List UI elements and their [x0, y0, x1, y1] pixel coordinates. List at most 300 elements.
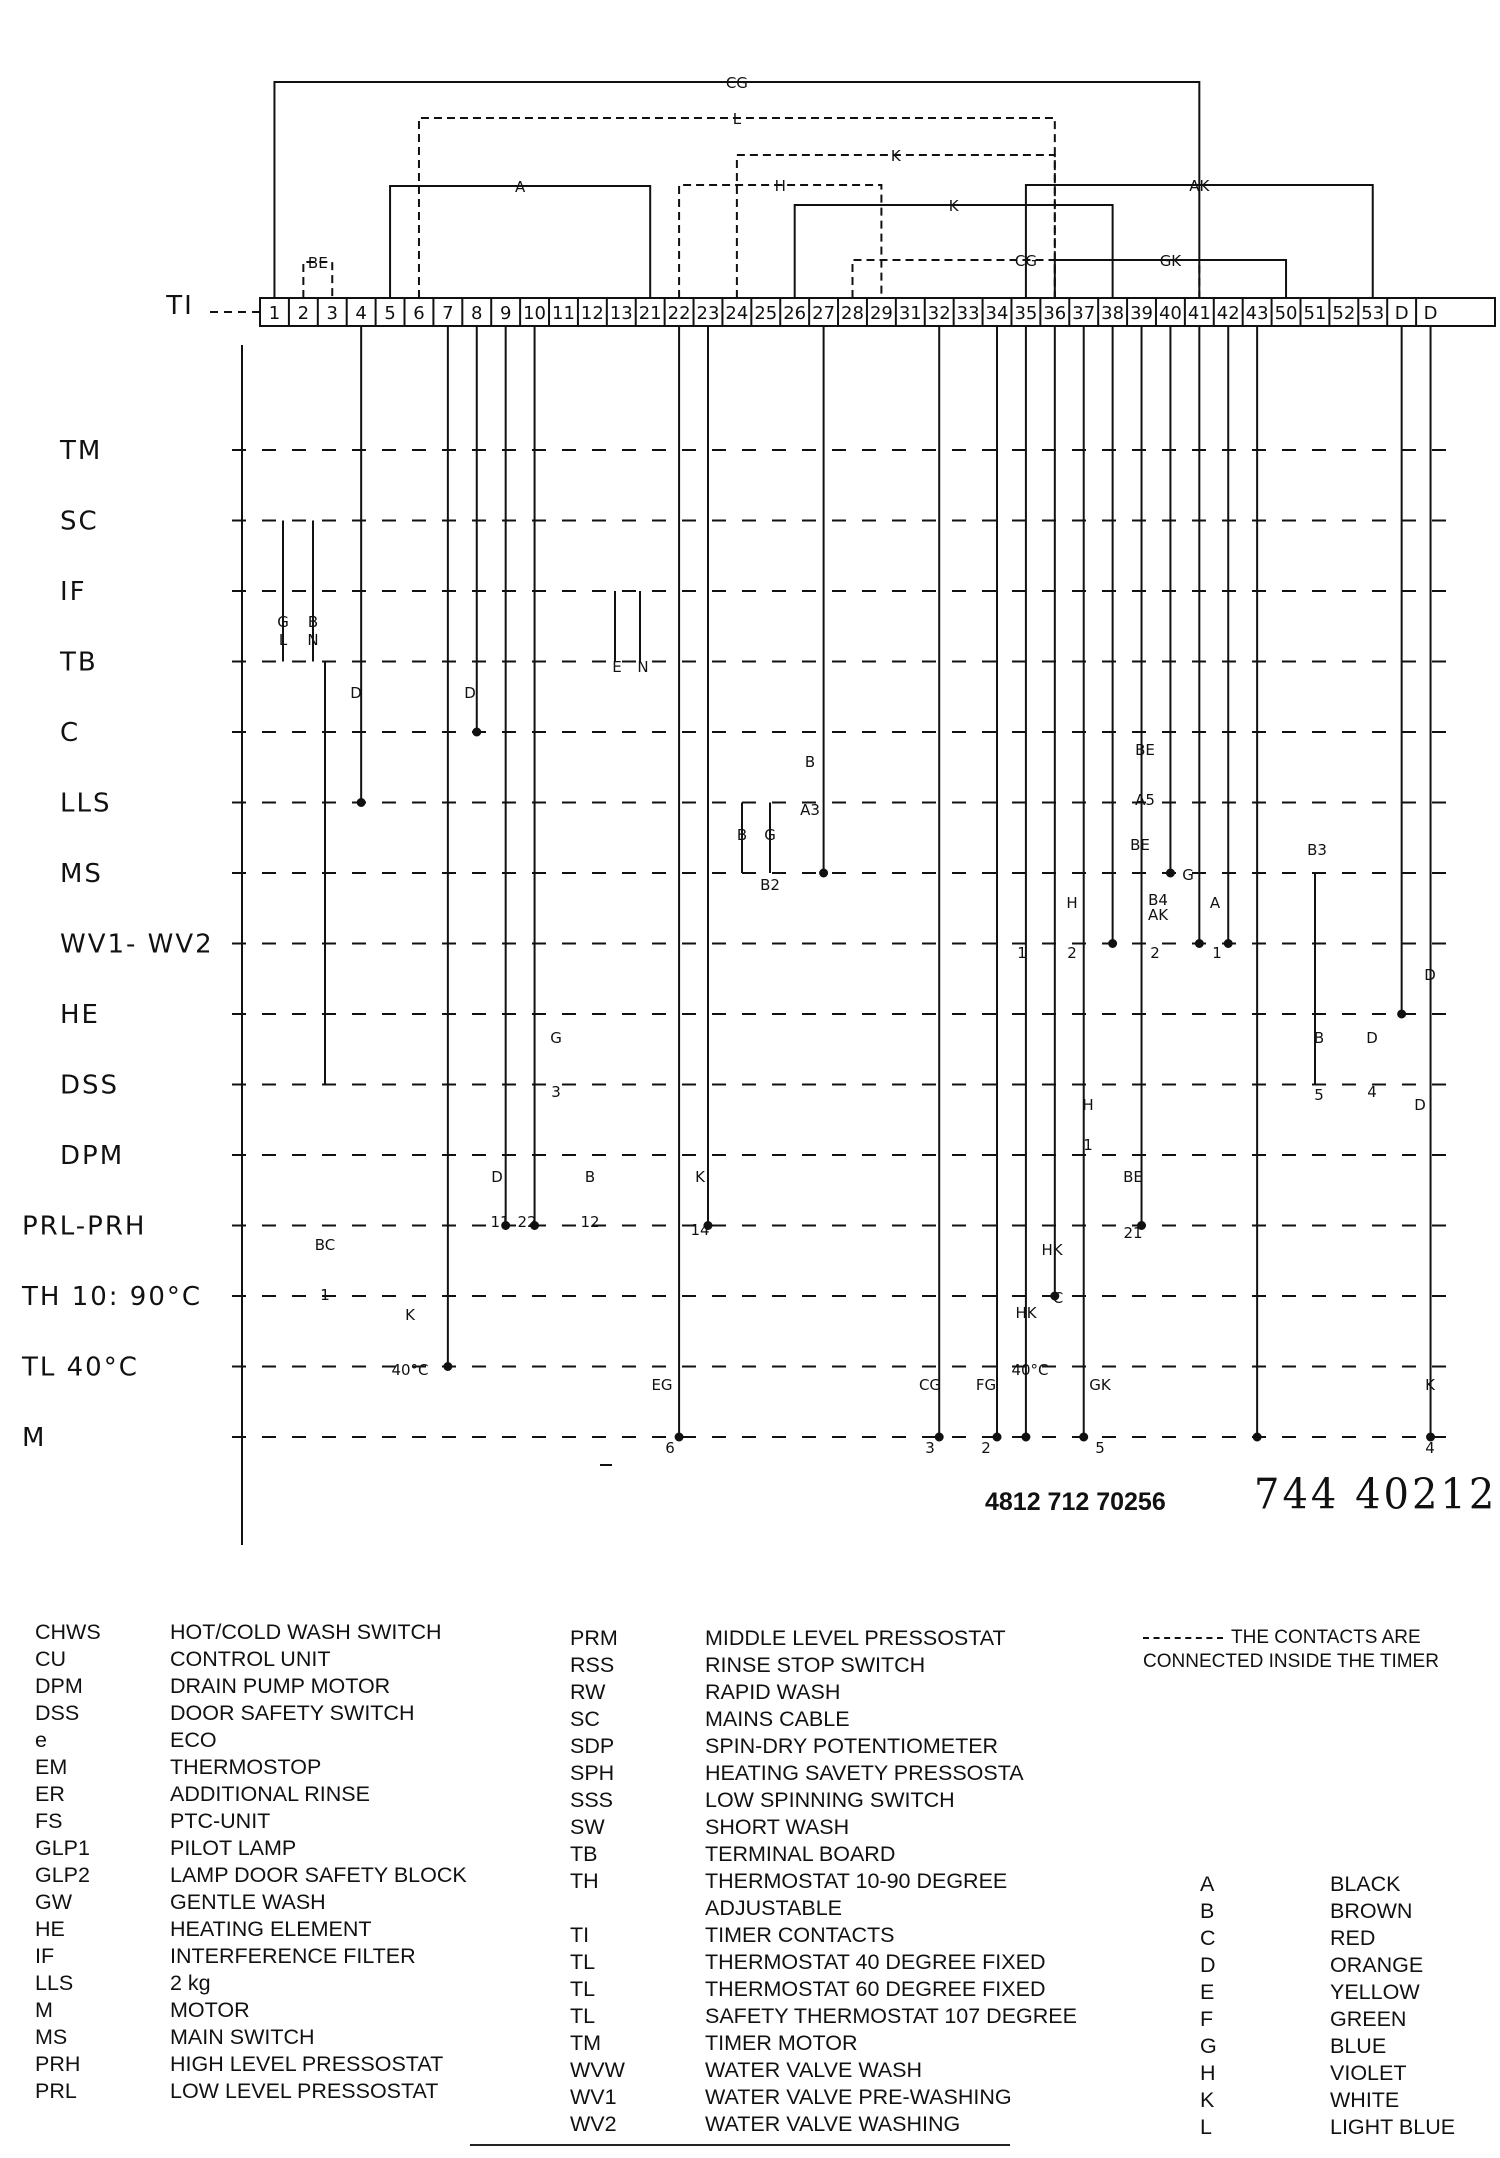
legend-entry: [35, 1754, 467, 1781]
legend-entry: [35, 1727, 467, 1754]
legend-code: MS: [35, 2025, 68, 2049]
wire-tag: B: [1313, 1029, 1325, 1047]
color-name: ORANGE: [1330, 1953, 1424, 1977]
wire-junction: [820, 870, 827, 877]
legend-entry: [35, 2078, 467, 2105]
legend-entry: [570, 1733, 1077, 1760]
legend-description: HEATING SAVETY PRESSOSTA: [705, 1761, 1024, 1785]
legend-code: SPH: [570, 1761, 615, 1785]
legend-entry: [570, 2030, 1077, 2057]
bus-tag: CG: [1014, 252, 1037, 270]
wire-tag: 14: [690, 1221, 710, 1239]
color-name: GREEN: [1330, 2007, 1407, 2031]
terminal-number: 27: [812, 303, 836, 324]
legend-description: DOOR SAFETY SWITCH: [170, 1701, 415, 1725]
row-label: SC: [60, 506, 99, 537]
terminal-number: 53: [1361, 303, 1385, 324]
row-label: LLS: [60, 788, 112, 819]
terminal-number: 35: [1014, 303, 1038, 324]
wire-tag: K: [695, 1168, 705, 1186]
legend-description: SPIN-DRY POTENTIOMETER: [705, 1734, 999, 1758]
wire-tag: L: [278, 631, 288, 649]
legend-description: WATER VALVE PRE-WASHING: [705, 2085, 1012, 2109]
terminal-number: 13: [609, 303, 633, 324]
wire-tag: 40°C: [391, 1361, 429, 1379]
terminal-number: 39: [1130, 303, 1153, 324]
wire-tag: 2: [1150, 944, 1160, 962]
terminal-number: 50: [1274, 303, 1298, 324]
row-label: TM: [60, 436, 103, 466]
terminal-number: 28: [841, 303, 864, 324]
terminal-number: 6: [413, 303, 425, 324]
note-line-1: THE CONTACTS ARE: [1231, 1627, 1421, 1648]
legend-entry: [35, 1646, 467, 1673]
wire-tag: 3: [925, 1439, 935, 1457]
legend-entry: [570, 1868, 1077, 1895]
legend-description: CONTROL UNIT: [170, 1647, 331, 1671]
legend-code: TB: [570, 1842, 598, 1866]
bus-tag: K: [890, 147, 901, 165]
wire-tag: 1: [1083, 1136, 1093, 1154]
legend-code: EM: [35, 1755, 68, 1779]
wire-tag: 4: [1367, 1083, 1377, 1101]
legend-entry: [570, 1706, 1077, 1733]
legend-entry: [35, 1889, 467, 1916]
bus-tag: GK: [1159, 252, 1182, 270]
row-label: TB: [60, 647, 98, 678]
wire-tag: 6: [665, 1439, 675, 1457]
terminal-number: D: [1423, 303, 1438, 324]
legend-abbreviations-1: [35, 1619, 467, 2105]
terminal-number: 25: [754, 303, 778, 324]
wire-junction: [1398, 1011, 1405, 1018]
wire-junction: [994, 1434, 1001, 1441]
color-name: BLACK: [1330, 1872, 1401, 1896]
legend-description: WATER VALVE WASH: [705, 2058, 923, 2082]
terminal-number: 52: [1332, 303, 1356, 324]
wire-tag: 40°C: [1011, 1361, 1049, 1379]
color-name: VIOLET: [1330, 2061, 1407, 2085]
timer-contact-bus: [210, 82, 1495, 326]
wire-tag: B3: [1307, 841, 1327, 859]
legend-description: THERMOSTAT 60 DEGREE FIXED: [705, 1977, 1046, 2001]
terminal-number: 32: [927, 303, 951, 324]
wire-tag: D: [491, 1168, 503, 1186]
legend-entry: [35, 1673, 467, 1700]
terminal-number: 8: [471, 303, 483, 324]
legend-description: RAPID WASH: [705, 1680, 841, 1704]
legend-entry: [35, 1781, 467, 1808]
legend-description: THERMOSTAT 40 DEGREE FIXED: [705, 1950, 1046, 1974]
wire-tag: G: [764, 826, 776, 844]
color-code: B: [1200, 1899, 1215, 1923]
color-entry: [1200, 2034, 1455, 2061]
color-code: F: [1200, 2007, 1214, 2031]
wire-tag: N: [637, 658, 649, 676]
part-number: 4812 712 70256: [985, 1488, 1166, 1516]
legend-code: GW: [35, 1890, 73, 1914]
legend-code: e: [35, 1728, 47, 1752]
legend-code: HE: [35, 1917, 65, 1941]
wire-tag: FG: [975, 1376, 997, 1394]
dashed-line-symbol: [1143, 1637, 1223, 1639]
wire-tag: 2: [981, 1439, 991, 1457]
color-entry: [1200, 2115, 1455, 2142]
wire-junction: [1225, 940, 1232, 947]
legend-description: LOW LEVEL PRESSOSTAT: [170, 2079, 439, 2103]
wire-tag: 1: [1017, 944, 1027, 962]
terminal-number: 23: [696, 303, 720, 324]
legend-code: PRH: [35, 2052, 81, 2076]
bus-tag: H: [774, 177, 786, 195]
bus-tag: A: [514, 178, 526, 196]
legend-description: TIMER MOTOR: [705, 2031, 858, 2055]
terminal-number: 42: [1216, 303, 1240, 324]
legend-description: RINSE STOP SWITCH: [705, 1653, 926, 1677]
terminal-number: 51: [1303, 303, 1327, 324]
wire-junction: [1080, 1434, 1087, 1441]
wire-tag: E: [612, 658, 622, 676]
legend-code: ER: [35, 1782, 65, 1806]
color-name: BLUE: [1330, 2034, 1387, 2058]
legend-description: HOT/COLD WASH SWITCH: [170, 1620, 442, 1644]
wire-tag: 2: [1067, 944, 1077, 962]
legend-entry: [570, 1922, 1077, 1949]
color-code: E: [1200, 1980, 1215, 2004]
legend-description: GENTLE WASH: [170, 1890, 326, 1914]
legend-entry: [570, 1895, 1077, 1922]
legend-code: SDP: [570, 1734, 615, 1758]
wire-tag: HK: [1015, 1304, 1037, 1322]
legend-code: DPM: [35, 1674, 83, 1698]
legend-code: FS: [35, 1809, 63, 1833]
terminal-number: 9: [499, 303, 512, 324]
legend-entry: [570, 1814, 1077, 1841]
legend-code: TL: [570, 2004, 596, 2028]
legend-entry: [35, 1808, 467, 1835]
wire-junction: [1167, 870, 1174, 877]
terminal-number: 29: [869, 303, 893, 324]
legend-description: HEATING ELEMENT: [170, 1917, 372, 1941]
row-label: TH 10: 90°C: [22, 1282, 203, 1312]
wire-tag: A5: [1135, 791, 1155, 809]
legend-code: LLS: [35, 1971, 74, 1995]
wire-junction: [358, 799, 365, 806]
legend-description: THERMOSTAT 10-90 DEGREE: [705, 1869, 1008, 1893]
terminal-number: 22: [667, 303, 691, 324]
note-line-2: CONNECTED INSIDE THE TIMER: [1143, 1651, 1439, 1672]
terminal-number: 21: [638, 303, 662, 324]
terminal-number: 5: [384, 303, 396, 324]
legend-code: PRL: [35, 2079, 77, 2103]
row-label: IF: [60, 577, 87, 607]
legend-description: HIGH LEVEL PRESSOSTAT: [170, 2052, 444, 2076]
color-name: WHITE: [1330, 2088, 1400, 2112]
wire-tag: K: [405, 1306, 415, 1324]
terminal-number: 36: [1043, 303, 1067, 324]
color-name: BROWN: [1330, 1899, 1413, 1923]
legend-description: TIMER CONTACTS: [705, 1923, 895, 1947]
color-name: YELLOW: [1330, 1980, 1420, 2004]
color-name: LIGHT BLUE: [1330, 2115, 1456, 2139]
legend-description: 2 kg: [170, 1971, 211, 1995]
row-label: DPM: [60, 1141, 125, 1171]
wire-tag: B: [736, 826, 748, 844]
legend-description: SHORT WASH: [705, 1815, 850, 1839]
legend-entry: [35, 1916, 467, 1943]
diagram-labels: [21, 74, 1437, 1457]
wire-tag: 22: [517, 1213, 537, 1231]
legend-entry: [570, 2111, 1077, 2138]
color-entry: [1200, 2088, 1455, 2115]
wire-tag: 11: [490, 1213, 510, 1231]
wire-tag: G: [550, 1029, 562, 1047]
terminal-number: 4: [355, 303, 367, 324]
color-code: K: [1200, 2088, 1215, 2112]
bus-bracket: [390, 186, 650, 298]
legend-entry: [35, 1619, 467, 1646]
wire-tag: K: [1425, 1376, 1435, 1394]
legend-entry: [570, 1841, 1077, 1868]
legend-description: DRAIN PUMP MOTOR: [170, 1674, 391, 1698]
legend-entry: [570, 1652, 1077, 1679]
wire-tag: EG: [651, 1376, 673, 1394]
color-entry: [1200, 1899, 1455, 1926]
wire-junction: [1196, 940, 1203, 947]
terminal-number: 37: [1072, 303, 1096, 324]
wire-tag: G: [277, 613, 289, 631]
terminal-number: 10: [523, 303, 547, 324]
legend-description: ECO: [170, 1728, 217, 1752]
wire-tag: B: [584, 1168, 596, 1186]
terminal-number: 2: [297, 303, 310, 324]
legend-description: INTERFERENCE FILTER: [170, 1944, 416, 1968]
wire-tag: GK: [1089, 1376, 1111, 1394]
legend-entry: [570, 1976, 1077, 2003]
row-label: HE: [60, 1000, 100, 1030]
wire-tag: B4: [1148, 891, 1168, 909]
color-code: H: [1200, 2061, 1216, 2085]
row-label: M: [22, 1423, 47, 1453]
wire-tag: 3: [551, 1083, 561, 1101]
wire-tag: BE: [1130, 836, 1150, 854]
legend-entry: [570, 2003, 1077, 2030]
terminal-number: 11: [552, 303, 575, 324]
legend-description: MOTOR: [170, 1998, 250, 2022]
wire-junction: [444, 1363, 451, 1370]
wire-tag: 5: [1095, 1439, 1105, 1457]
color-name: RED: [1330, 1926, 1376, 1950]
legend-description: THERMOSTOP: [170, 1755, 322, 1779]
legend-description: MAINS CABLE: [705, 1707, 850, 1731]
terminal-number: 43: [1245, 303, 1269, 324]
wire-junction: [1254, 1434, 1261, 1441]
legend-code: TI: [570, 1923, 590, 1947]
bus-tag: K: [948, 197, 959, 215]
wire-tag: A3: [800, 801, 820, 819]
color-entry: [1200, 1926, 1455, 1953]
legend-description: PTC-UNIT: [170, 1809, 271, 1833]
row-label: WV1- WV2: [60, 929, 214, 960]
legend-entry: [35, 2051, 467, 2078]
color-entry: [1200, 1953, 1455, 1980]
terminal-number: 24: [725, 303, 749, 324]
legend-description: LAMP DOOR SAFETY BLOCK: [170, 1863, 467, 1887]
legend-entry: [35, 1997, 467, 2024]
bus-label: TI: [166, 291, 194, 321]
legend-entry: [570, 1787, 1077, 1814]
legend-description: SAFETY THERMOSTAT 107 DEGREE: [705, 2004, 1077, 2028]
legend-code: SW: [570, 1815, 605, 1839]
wire-tag: D: [1366, 1029, 1378, 1047]
bus-bracket: [679, 185, 881, 298]
bus-tag: CG: [725, 74, 748, 92]
legend-description: ADJUSTABLE: [705, 1896, 842, 1920]
wire-tag: G: [1182, 866, 1194, 884]
bus-tag: AK: [1189, 177, 1210, 195]
row-label: TL 40°C: [22, 1352, 139, 1383]
row-label: DSS: [60, 1070, 120, 1101]
legend-entry: [35, 1862, 467, 1889]
legend-description: TERMINAL BOARD: [705, 1842, 896, 1866]
color-code: C: [1200, 1926, 1216, 1950]
terminal-number: D: [1394, 303, 1409, 324]
wire-tag: 1: [320, 1286, 330, 1304]
legend-entry: [35, 1943, 467, 1970]
wire-junction: [1022, 1434, 1029, 1441]
legend-entry: [35, 2024, 467, 2051]
terminal-number: 7: [442, 303, 454, 324]
legend-description: MAIN SWITCH: [170, 2025, 315, 2049]
color-code: A: [1200, 1872, 1215, 1896]
legend-code: WV2: [570, 2112, 617, 2136]
terminal-number: 26: [783, 303, 807, 324]
legend-code: RW: [570, 1680, 606, 1704]
row-label: C: [60, 718, 81, 748]
legend-code: CHWS: [35, 1620, 101, 1644]
legend-code: DSS: [35, 1701, 80, 1725]
wire-tag: B: [307, 613, 319, 631]
legend-description: MIDDLE LEVEL PRESSOSTAT: [705, 1626, 1006, 1650]
bus-bracket: [795, 205, 1113, 298]
legend-entry: [570, 2057, 1077, 2084]
wire-tag: 1: [1212, 944, 1222, 962]
terminal-number: 3: [326, 303, 338, 324]
timer-note: [1143, 1626, 1439, 1674]
color-entry: [1200, 1872, 1455, 1899]
terminal-number: 38: [1101, 303, 1125, 324]
legend-code: TM: [570, 2031, 602, 2055]
wire-tag: BE: [1123, 1168, 1143, 1186]
wire-junction: [676, 1434, 683, 1441]
wire-tag: A: [1209, 894, 1221, 912]
color-entry: [1200, 1980, 1455, 2007]
terminal-number: 1: [268, 303, 281, 324]
row-label: MS: [60, 859, 103, 889]
color-entry: [1200, 2007, 1455, 2034]
legend-description: ADDITIONAL RINSE: [170, 1782, 370, 1806]
wire-tag: 5: [1314, 1086, 1324, 1104]
wire-junction: [1109, 940, 1116, 947]
legend-entry: [570, 2084, 1077, 2111]
wire-tag: D: [1424, 966, 1436, 984]
legend-code: SC: [570, 1707, 600, 1731]
legend-entry: [35, 1700, 467, 1727]
legend-code: WVW: [570, 2058, 625, 2082]
legend-entry: [570, 1625, 1077, 1652]
legend-code: PRM: [570, 1626, 618, 1650]
legend-code: M: [35, 1998, 53, 2022]
legend-code: TH: [570, 1869, 599, 1893]
legend-code: WV1: [570, 2085, 617, 2109]
legend-description: WATER VALVE WASHING: [705, 2112, 961, 2136]
legend-code: RSS: [570, 1653, 615, 1677]
wire-tag: B: [804, 753, 816, 771]
wire-tag: D: [1414, 1096, 1426, 1114]
wire-tag: H: [1066, 894, 1078, 912]
wire-junction: [473, 729, 480, 736]
wire-tag: 12: [580, 1213, 600, 1231]
bus-tag: BE: [307, 254, 328, 272]
legend-code: GLP2: [35, 1863, 90, 1887]
terminal-number: 33: [956, 303, 980, 324]
legend-entry: [570, 1760, 1077, 1787]
wire-tag: D: [350, 684, 362, 702]
legend-description: LOW SPINNING SWITCH: [705, 1788, 955, 1812]
wire-tag: CG: [918, 1376, 942, 1394]
wire-tag: 4: [1425, 1439, 1435, 1457]
legend-entry: [35, 1970, 467, 1997]
terminal-number: 34: [985, 303, 1009, 324]
legend-description: PILOT LAMP: [170, 1836, 297, 1860]
legend-code: CU: [35, 1647, 67, 1671]
wire-tag: BC: [314, 1236, 336, 1254]
legend-entry: [570, 1949, 1077, 1976]
color-code: G: [1200, 2034, 1217, 2058]
wire-tag: HK: [1041, 1241, 1063, 1259]
legend-abbreviations-2: [570, 1625, 1077, 2138]
bus-tag: L: [732, 110, 742, 128]
wire-tag: BE: [1135, 741, 1155, 759]
wire-tag: C: [1052, 1289, 1064, 1307]
wires: [283, 326, 1434, 1441]
drawing-number: 744 40212: [1254, 1470, 1498, 1520]
bottom-rule: [470, 2144, 1010, 2146]
terminal-number: 31: [898, 303, 922, 324]
color-code: L: [1200, 2115, 1212, 2139]
wire-tag: N: [307, 631, 319, 649]
row-label: PRL-PRH: [22, 1211, 147, 1242]
legend-code: TL: [570, 1977, 596, 2001]
legend-entry: [35, 1835, 467, 1862]
color-entry: [1200, 2061, 1455, 2088]
legend-code: TL: [570, 1950, 596, 1974]
legend-code: IF: [35, 1944, 55, 1968]
legend-code: GLP1: [35, 1836, 90, 1860]
wire-tag: H: [1082, 1096, 1094, 1114]
terminal-number: 12: [580, 303, 604, 324]
wire-tag: 21: [1123, 1224, 1143, 1242]
legend-code: SSS: [570, 1788, 614, 1812]
legend-entry: [570, 1679, 1077, 1706]
wire-tag: AK: [1147, 906, 1169, 924]
wire-tag: B2: [760, 876, 780, 894]
wire-tag: D: [464, 684, 476, 702]
wire-junction: [936, 1434, 943, 1441]
terminal-number: 40: [1158, 303, 1182, 324]
color-code: D: [1200, 1953, 1216, 1977]
legend-wire-colors: [1200, 1872, 1455, 2142]
